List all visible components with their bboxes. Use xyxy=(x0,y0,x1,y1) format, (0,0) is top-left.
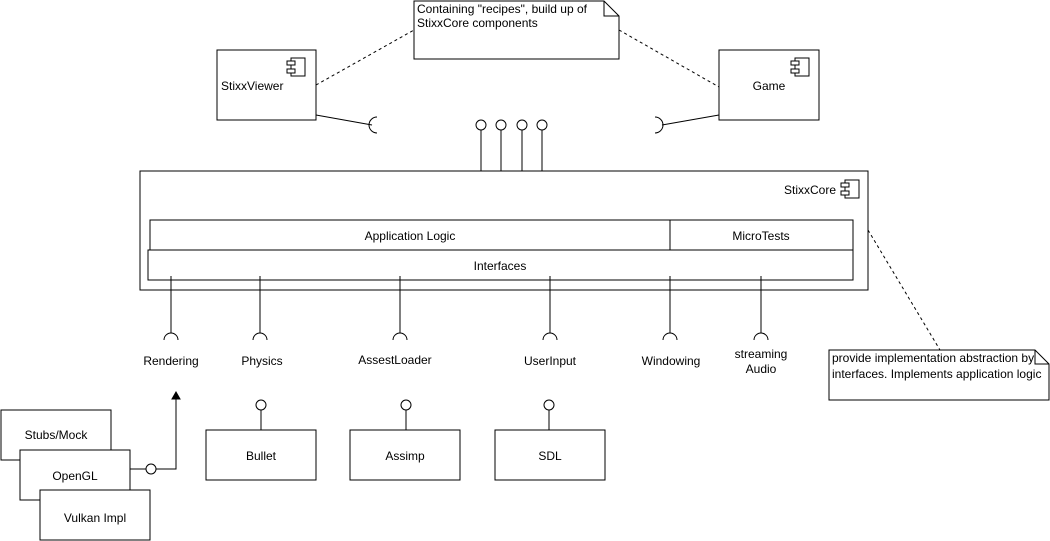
socket-icon xyxy=(663,333,677,340)
sdl-label: SDL xyxy=(538,449,562,463)
core-provided-interfaces xyxy=(476,120,547,171)
opengl-rendering-link xyxy=(130,392,180,474)
recipes-note xyxy=(414,1,619,59)
interfaces-label: Interfaces xyxy=(473,259,527,273)
physics-label: Physics xyxy=(241,354,283,368)
lollipop-icon xyxy=(476,120,486,130)
lollipop-icon xyxy=(537,120,547,130)
game-socket xyxy=(655,117,663,133)
abstraction-note-text-2: interfaces. Implements application logic xyxy=(832,367,1042,381)
stubs-mock-label: Stubs/Mock xyxy=(24,428,88,442)
stixxviewer-label: StixxViewer xyxy=(221,79,284,93)
microtests-label: MicroTests xyxy=(732,229,790,243)
application-logic-label: Application Logic xyxy=(364,229,456,243)
abstraction-note xyxy=(829,350,1049,400)
recipes-note-text-2: StixxCore components xyxy=(417,16,538,30)
socket-icon xyxy=(253,333,267,340)
bullet-component[interactable] xyxy=(206,400,316,480)
rendering-label: Rendering xyxy=(143,354,199,368)
game-label: Game xyxy=(752,79,786,93)
lollipop-icon xyxy=(401,400,411,410)
game-component[interactable] xyxy=(719,50,819,120)
socket-icon xyxy=(164,333,178,340)
user-input-label: UserInput xyxy=(523,354,577,368)
assimp-component[interactable] xyxy=(350,400,460,480)
stixxcore-label: StixxCore xyxy=(783,183,836,197)
lollipop-icon xyxy=(496,120,506,130)
abstraction-note-link xyxy=(868,230,940,350)
bullet-label: Bullet xyxy=(245,449,277,463)
vulkan-impl-component[interactable] xyxy=(40,490,150,540)
recipes-note-text-1: Containing "recipes", build up of xyxy=(417,2,587,16)
interfaces-section[interactable] xyxy=(148,250,853,280)
application-logic-section[interactable] xyxy=(150,220,670,250)
viewer-requires-line xyxy=(316,115,372,125)
abstraction-note-text-1: provide implementation abstraction by xyxy=(832,351,1035,365)
asset-loader-label: AssestLoader xyxy=(358,353,432,367)
lollipop-icon xyxy=(146,464,156,474)
socket-icon xyxy=(754,333,768,340)
recipes-note-link-viewer xyxy=(316,30,414,85)
stixxviewer-component[interactable] xyxy=(217,50,316,120)
vulkan-impl-label: Vulkan Impl xyxy=(63,511,127,525)
game-requires-line xyxy=(662,115,719,125)
lollipop-icon xyxy=(544,400,554,410)
microtests-section[interactable] xyxy=(670,220,853,250)
lollipop-icon xyxy=(517,120,527,130)
socket-icon xyxy=(393,333,407,340)
lollipop-icon xyxy=(256,400,266,410)
assimp-label: Assimp xyxy=(385,449,425,463)
windowing-label: Windowing xyxy=(641,354,701,368)
arrow-up-icon xyxy=(172,392,180,399)
streaming-audio-label-1: streaming xyxy=(734,347,788,361)
streaming-audio-label-2: Audio xyxy=(745,362,777,376)
streaming-audio-interface[interactable] xyxy=(735,276,788,376)
recipes-note-link-game xyxy=(619,30,719,87)
opengl-label: OpenGL xyxy=(52,469,98,483)
sdl-component[interactable] xyxy=(495,400,605,480)
socket-icon xyxy=(543,333,557,340)
